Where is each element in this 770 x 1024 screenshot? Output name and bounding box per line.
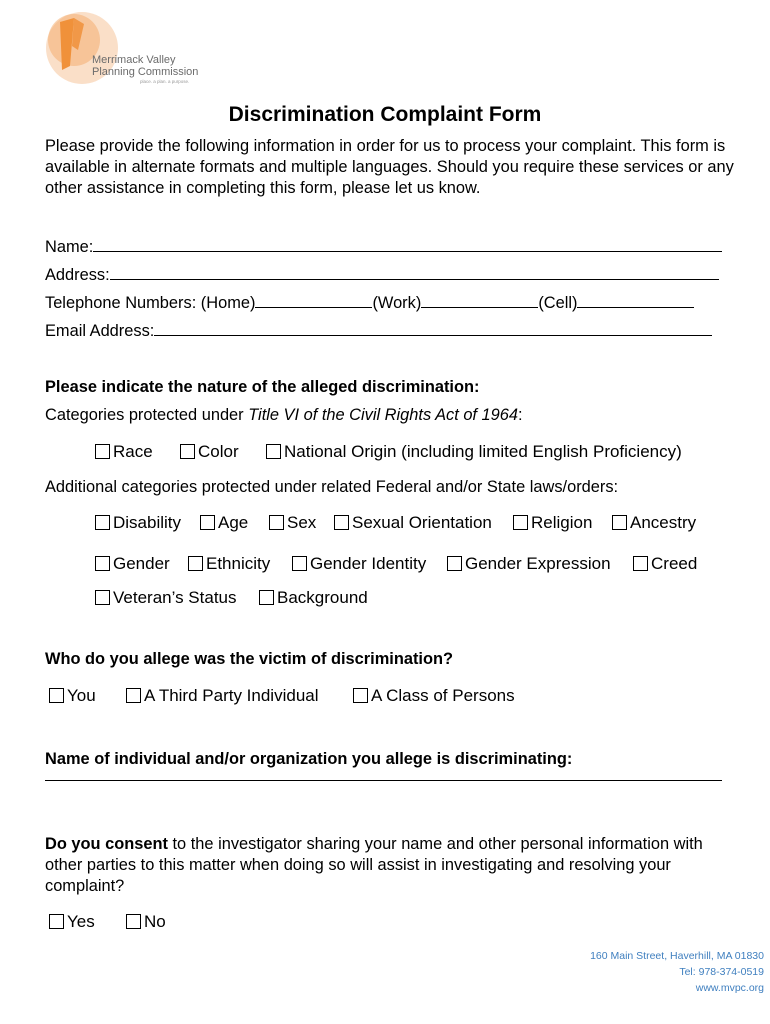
logo-line-2: Planning Commission: [92, 66, 199, 78]
checkbox-icon[interactable]: [334, 515, 349, 530]
checkbox-icon[interactable]: [49, 688, 64, 703]
title-vi-text: [45, 406, 523, 425]
checkbox-icon[interactable]: [353, 688, 368, 703]
cell-phone-label: (Cell): [538, 294, 578, 312]
victim-heading: Who do you allege was the victim of discrimination?: [45, 650, 453, 668]
title-vi-prefix: Categories protected under: [45, 406, 249, 424]
page-title: Discrimination Complaint Form: [228, 103, 542, 126]
checkbox-label: Gender Identity: [310, 554, 427, 573]
footer-website[interactable]: www.mvpc.org: [695, 982, 764, 994]
checkbox-label: Ethnicity: [206, 554, 271, 573]
checkbox-national-origin[interactable]: [266, 442, 682, 462]
checkbox-class-of-persons[interactable]: [353, 686, 515, 706]
address-label: Address:: [45, 266, 110, 284]
checkbox-label: Creed: [651, 554, 698, 573]
work-phone-input[interactable]: [421, 292, 538, 308]
checkbox-ethnicity[interactable]: [188, 554, 270, 574]
checkbox-color[interactable]: [180, 442, 239, 462]
checkbox-sex[interactable]: [269, 513, 316, 533]
cell-phone-input[interactable]: [577, 292, 694, 308]
checkbox-label: A Class of Persons: [371, 686, 515, 705]
checkbox-ancestry[interactable]: [612, 513, 696, 533]
checkbox-religion[interactable]: [513, 513, 592, 533]
checkbox-label: Sex: [287, 513, 317, 532]
title-vi-act: Title VI of the Civil Rights Act of 1964: [248, 406, 519, 424]
checkbox-label: Ancestry: [630, 513, 697, 532]
checkbox-icon[interactable]: [126, 914, 141, 929]
checkbox-label: Age: [218, 513, 249, 532]
checkbox-gender-expression[interactable]: [447, 554, 611, 574]
logo-mark-icon: [44, 10, 144, 90]
checkbox-icon[interactable]: [612, 515, 627, 530]
logo-line-1: Merrimack Valley: [92, 54, 176, 66]
footer-telephone: Tel: 978-374-0519: [679, 966, 764, 978]
organization-input[interactable]: [45, 780, 722, 781]
intro-paragraph: Please provide the following information in order for us to process your complaint. This form is available in alternate formats and multiple languages. Should you require these services or any other assistance in completing this form, please let us know.: [45, 137, 734, 197]
consent-paragraph: [45, 834, 735, 897]
checkbox-label: National Origin (including limited English Proficiency): [284, 442, 682, 461]
checkbox-icon[interactable]: [95, 444, 110, 459]
checkbox-icon[interactable]: [180, 444, 195, 459]
checkbox-disability[interactable]: [95, 513, 181, 533]
email-field-row: [45, 320, 712, 341]
checkbox-label: Disability: [113, 513, 182, 532]
telephone-field-row: [45, 292, 694, 313]
name-input[interactable]: [93, 236, 722, 252]
checkbox-icon[interactable]: [292, 556, 307, 571]
checkbox-icon[interactable]: [447, 556, 462, 571]
additional-categories-text: Additional categories protected under related Federal and/or State laws/orders:: [45, 478, 619, 496]
address-input[interactable]: [110, 264, 719, 280]
checkbox-label: Yes: [67, 912, 95, 931]
checkbox-icon[interactable]: [95, 556, 110, 571]
checkbox-sexual-orientation[interactable]: [334, 513, 492, 533]
checkbox-label: Background: [277, 588, 368, 607]
checkbox-label: Gender Expression: [465, 554, 611, 573]
checkbox-label: Color: [198, 442, 239, 461]
checkbox-icon[interactable]: [266, 444, 281, 459]
checkbox-label: Veteran’s Status: [113, 588, 237, 607]
checkbox-veterans-status[interactable]: [95, 588, 237, 608]
checkbox-label: A Third Party Individual: [144, 686, 319, 705]
checkbox-race[interactable]: [95, 442, 153, 462]
consent-bold: Do you consent: [45, 835, 168, 853]
checkbox-label: Religion: [531, 513, 593, 532]
checkbox-you[interactable]: [49, 686, 96, 706]
email-input[interactable]: [154, 320, 712, 336]
checkbox-background[interactable]: [259, 588, 368, 608]
checkbox-third-party[interactable]: [126, 686, 319, 706]
work-phone-label: (Work): [372, 294, 422, 312]
checkbox-icon[interactable]: [49, 914, 64, 929]
checkbox-label: You: [67, 686, 96, 705]
title-vi-suffix: :: [518, 406, 523, 424]
nature-heading: Please indicate the nature of the alleged discrimination:: [45, 378, 480, 396]
checkbox-icon[interactable]: [269, 515, 284, 530]
email-label: Email Address:: [45, 322, 155, 340]
organization-heading: Name of individual and/or organization you allege is discriminating:: [45, 750, 573, 768]
name-label: Name:: [45, 238, 94, 256]
logo-tagline: place. a plan. a purpose.: [140, 79, 190, 84]
consent-text: to the investigator sharing your name and other personal information with other parties to this matter when doing so will assist in investigating and resolving your complaint?: [45, 835, 703, 895]
checkbox-icon[interactable]: [259, 590, 274, 605]
checkbox-yes[interactable]: [49, 912, 95, 932]
checkbox-label: Sexual Orientation: [352, 513, 492, 532]
checkbox-no[interactable]: [126, 912, 166, 932]
checkbox-creed[interactable]: [633, 554, 697, 574]
home-phone-label: Telephone Numbers: (Home): [45, 294, 256, 312]
checkbox-icon[interactable]: [126, 688, 141, 703]
checkbox-label: Race: [113, 442, 153, 461]
checkbox-icon[interactable]: [200, 515, 215, 530]
name-field-row: [45, 236, 722, 257]
checkbox-label: Gender: [113, 554, 170, 573]
checkbox-gender-identity[interactable]: [292, 554, 426, 574]
checkbox-gender[interactable]: [95, 554, 170, 574]
checkbox-icon[interactable]: [188, 556, 203, 571]
address-field-row: [45, 264, 719, 285]
checkbox-label: No: [144, 912, 166, 931]
checkbox-icon[interactable]: [95, 590, 110, 605]
home-phone-input[interactable]: [255, 292, 372, 308]
checkbox-icon[interactable]: [513, 515, 528, 530]
footer-address: 160 Main Street, Haverhill, MA 01830: [590, 950, 764, 962]
checkbox-icon[interactable]: [633, 556, 648, 571]
checkbox-icon[interactable]: [95, 515, 110, 530]
mvpc-logo: [44, 10, 214, 90]
checkbox-age[interactable]: [200, 513, 248, 533]
